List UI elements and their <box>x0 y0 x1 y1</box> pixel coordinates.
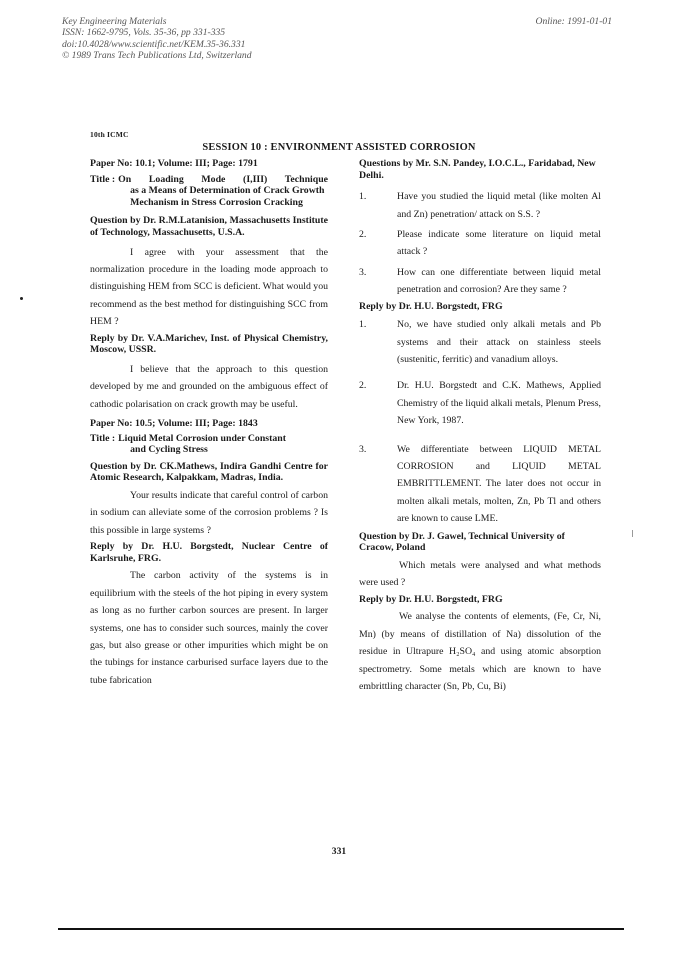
paper-title-2 <box>90 433 328 456</box>
title-text-rest: and Cycling Stress <box>130 444 208 456</box>
list-item: 2. Dr. H.U. Borgstedt and C.K. Mathews, Applied Chemistry of the liquid alkali metals, Plenum Press, New York, 1987. <box>359 380 601 427</box>
question-heading-3: Questions by Mr. S.N. Pandey, I.O.C.L., Faridabad, New Delhi. <box>359 158 596 181</box>
conference-label: 10th ICMC <box>90 130 129 139</box>
reply-list-3 <box>359 316 601 527</box>
doi-line: doi:10.4028/www.scientific.net/KEM.35-36.331 <box>62 38 246 50</box>
paper-info-1: Paper No: 10.1; Volume: III; Page: 1791 <box>90 158 258 169</box>
reply-text-1: I believe that the approach to this question developed by me and grounded on the ambiguous effect of cathodic polarisation on crack growth may be useful. <box>90 363 328 410</box>
title-text-rest: as a Means of Determination of Crack Growth Mechanism in Stress Corrosion Cracking <box>130 185 325 208</box>
question-heading-4: Question by Dr. J. Gawel, Technical University of Cracow, Poland <box>359 530 565 554</box>
title-label: Title : <box>90 173 116 185</box>
question-text-2: Your results indicate that careful control of carbon in sodium can alleviate some of the corrosion problems ? Is this possible in large systems ? <box>90 489 328 536</box>
copyright-line: © 1989 Trans Tech Publications Ltd, Switzerland <box>62 50 252 62</box>
footer-rule <box>58 928 624 930</box>
question-text-4: Which metals were analysed and what methods were used ? <box>359 559 601 589</box>
paper-title-1 <box>90 174 328 209</box>
paper-info-2: Paper No: 10.5; Volume: III; Page: 1843 <box>90 418 258 429</box>
session-title: SESSION 10 : ENVIRONMENT ASSISTED CORROSION <box>202 142 476 153</box>
question-heading-2: Question by Dr. CK.Mathews, Indira Gandhi Centre for Atomic Research, Kalpakkam, Madras, India. <box>90 460 328 484</box>
title-text-first: On Loading Mode (I,III) Technique <box>118 173 328 185</box>
title-text-first: Liquid Metal Corrosion under Constant <box>118 432 286 444</box>
scan-speck <box>20 297 23 300</box>
reply-text-2: The carbon activity of the systems is in equilibrium with the steels of the hot piping in every system as long as no further carbon sources are present. In larger systems, one has to consider such sources, mainly the cover gas, but also grease or other impurities which might be on the tubings for instance carburised surface layers due to the tube fabrication <box>90 570 328 686</box>
list-item: 2. Please indicate some literature on liquid metal attack ? <box>359 229 601 258</box>
reply-heading-4: Reply by Dr. H.U. Borgstedt, FRG <box>359 593 503 605</box>
question-heading-1: Question by Dr. R.M.Latanision, Massachusetts Institute of Technology, Massachusetts, U.S.A. <box>90 215 328 238</box>
right-column <box>359 158 601 695</box>
list-item: 3. How can one differentiate between liquid metal penetration and corrosion? Are they same ? <box>359 266 601 296</box>
question-list-3 <box>359 188 601 298</box>
reply-text-4: We analyse the contents of elements, (Fe, Cr, Ni, Mn) (by means of distillation of Na) dissolution of the residue in Ultrapure H₂SO₄ and using atomic absorption spectrometry. Some metals which are known to have embrittling character (Sn, Pb, Cu, Bi) <box>359 611 601 692</box>
journal-name: Key Engineering Materials <box>62 16 167 27</box>
page-number: 331 <box>331 846 347 857</box>
list-item: 3. We differentiate between LIQUID METAL CORROSION and LIQUID METAL EMBRITTLEMENT. The later does not occur in molten alkali metals, molten, Zn, Pb Tl and others are known to cause LME. <box>359 443 601 525</box>
title-label: Title : <box>90 432 116 444</box>
list-item: 1. Have you studied the liquid metal (like molten Al and Zn) penetration/ attack on S.S. ? <box>359 191 601 220</box>
reply-heading-1: Reply by Dr. V.A.Marichev, Inst. of Physical Chemistry, Moscow, USSR. <box>90 332 328 356</box>
reply-heading-2: Reply by Dr. H.U. Borgstedt, Nuclear Centre of Karlsruhe, FRG. <box>90 541 328 564</box>
list-item: 1. No, we have studied only alkali metals and Pb systems and their attack on stainless steels (sustenitic, ferritic) and vanadium alloys. <box>359 319 601 366</box>
left-column <box>90 158 328 689</box>
journal-header <box>62 16 252 62</box>
online-date: Online: 1991-01-01 <box>535 16 612 27</box>
question-text-1: I agree with your assessment that the normalization procedure in the loading mode approach to distinguishing HEM from SCC is deficient. What would you recommend as the best method for distinguishing SCC from HEM ? <box>90 246 328 328</box>
issn-line: ISSN: 1662-9795, Vols. 35-36, pp 331-335 <box>62 27 226 39</box>
reply-heading-3: Reply by Dr. H.U. Borgstedt, FRG <box>359 300 503 312</box>
scan-mark <box>632 530 633 537</box>
